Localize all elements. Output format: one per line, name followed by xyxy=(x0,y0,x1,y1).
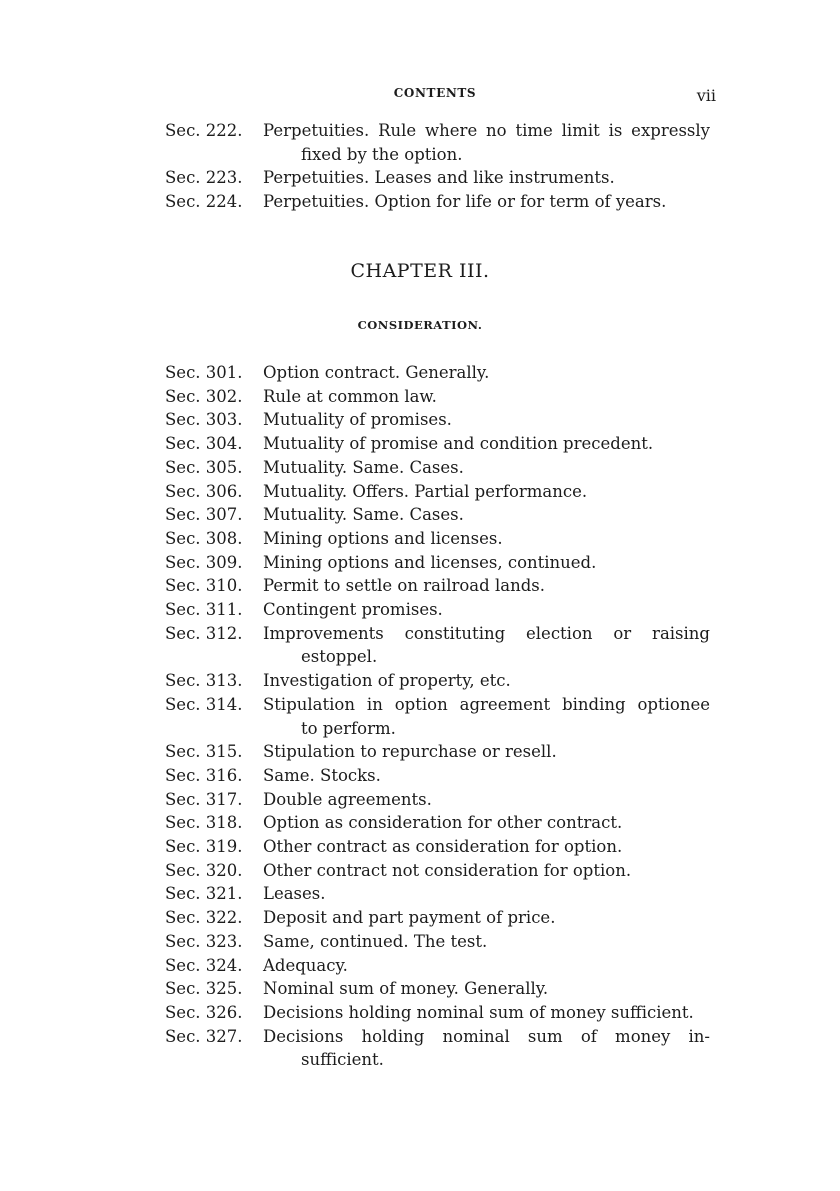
section-number: Sec. 319. xyxy=(165,837,243,857)
section-number: Sec. 310. xyxy=(165,576,243,596)
section-title xyxy=(263,622,710,669)
section-number: Sec. 318. xyxy=(165,813,243,833)
section-number: Sec. 326. xyxy=(165,1002,243,1022)
section-title-text: Mutuality. Offers. Partial performance. xyxy=(263,481,588,501)
section-title xyxy=(263,551,710,575)
toc-entry xyxy=(165,740,710,764)
section-title-text: Leases. xyxy=(263,884,326,904)
toc-entry xyxy=(165,788,710,812)
section-title-continuation: fixed by the option. xyxy=(301,144,463,164)
section-title-text: Deposit and part payment of price. xyxy=(263,908,556,928)
running-title: CONTENTS xyxy=(393,86,477,100)
section-number: Sec. 308. xyxy=(165,528,243,548)
toc-entry xyxy=(165,456,710,480)
section-title xyxy=(263,166,710,190)
section-title-text: Double agreements. xyxy=(263,789,432,809)
section-title-text: Same. Stocks. xyxy=(263,765,381,785)
toc-entry xyxy=(165,361,710,385)
section-title xyxy=(263,811,710,835)
section-title xyxy=(263,954,710,978)
section-number: Sec. 322. xyxy=(165,908,243,928)
section-title xyxy=(263,119,710,166)
section-title-continuation: sufficient. xyxy=(301,1050,384,1070)
section-title-text: Adequacy. xyxy=(263,955,348,975)
chapter-section-list xyxy=(165,361,710,1072)
section-title-text: Mutuality. Same. Cases. xyxy=(263,457,464,477)
section-title xyxy=(263,598,710,622)
section-number: Sec. 317. xyxy=(165,789,243,809)
toc-entry xyxy=(165,622,710,669)
section-title-text: Contingent promises. xyxy=(263,600,443,620)
section-number: Sec. 325. xyxy=(165,979,243,999)
section-number: Sec. 312. xyxy=(165,623,243,643)
section-number: Sec. 327. xyxy=(165,1026,243,1046)
section-number: Sec. 224. xyxy=(165,192,243,212)
toc-entry xyxy=(165,574,710,598)
section-title xyxy=(263,432,710,456)
toc-entry xyxy=(165,503,710,527)
section-number: Sec. 305. xyxy=(165,457,243,477)
toc-entry xyxy=(165,190,710,214)
section-title xyxy=(263,930,710,954)
section-number: Sec. 313. xyxy=(165,671,243,691)
section-title xyxy=(263,740,710,764)
section-number: Sec. 320. xyxy=(165,860,243,880)
section-title-text: Perpetuities. Option for life or for term of years. xyxy=(263,192,667,212)
section-number: Sec. 302. xyxy=(165,386,243,406)
section-title-text: Stipulation in option agreement binding optionee xyxy=(263,694,710,714)
section-number: Sec. 301. xyxy=(165,363,243,382)
running-head xyxy=(0,86,840,106)
section-title xyxy=(263,574,710,598)
section-title xyxy=(263,1025,710,1072)
section-number: Sec. 323. xyxy=(165,931,243,951)
page-number: vii xyxy=(696,86,716,105)
section-title-text: Permit to settle on railroad lands. xyxy=(263,576,545,596)
section-title xyxy=(263,385,710,409)
section-title-text: Rule at common law. xyxy=(263,386,437,406)
section-title xyxy=(263,788,710,812)
section-number: Sec. 303. xyxy=(165,410,243,430)
toc-entry xyxy=(165,551,710,575)
section-number: Sec. 306. xyxy=(165,481,243,501)
toc-entry xyxy=(165,385,710,409)
section-title-text: Mutuality of promises. xyxy=(263,410,452,430)
section-title xyxy=(263,361,710,385)
toc-entry xyxy=(165,835,710,859)
section-title xyxy=(263,906,710,930)
toc-entry xyxy=(165,882,710,906)
section-title-text: Stipulation to repurchase or resell. xyxy=(263,742,557,762)
toc-entry xyxy=(165,119,710,166)
toc-entry xyxy=(165,977,710,1001)
toc-entry xyxy=(165,906,710,930)
section-title-text: Investigation of property, etc. xyxy=(263,671,511,691)
toc-entry xyxy=(165,480,710,504)
section-title-text: Mining options and licenses, continued. xyxy=(263,552,597,572)
toc-entry xyxy=(165,954,710,978)
section-title-text: Decisions holding nominal sum of money sufficient. xyxy=(263,1002,694,1022)
section-title-text: Option as consideration for other contract. xyxy=(263,813,623,833)
toc-entry xyxy=(165,693,710,740)
section-number: Sec. 321. xyxy=(165,884,243,904)
toc-entry xyxy=(165,527,710,551)
section-number: Sec. 314. xyxy=(165,694,243,714)
section-title xyxy=(263,408,710,432)
section-title xyxy=(263,190,710,214)
toc-entry xyxy=(165,859,710,883)
continued-section-list xyxy=(165,119,710,214)
toc-entry xyxy=(165,1025,710,1072)
section-title xyxy=(263,859,710,883)
section-title-continuation: to perform. xyxy=(301,718,396,738)
toc-entry xyxy=(165,408,710,432)
section-title xyxy=(263,693,710,740)
section-title-text: Mutuality of promise and condition precedent. xyxy=(263,434,654,454)
toc-entry xyxy=(165,811,710,835)
section-title-text: Other contract as consideration for option. xyxy=(263,837,623,857)
toc-entry xyxy=(165,669,710,693)
section-number: Sec. 222. xyxy=(165,121,243,140)
section-title xyxy=(263,882,710,906)
section-title-text: Other contract not consideration for option. xyxy=(263,860,632,880)
section-number: Sec. 315. xyxy=(165,742,243,762)
section-title xyxy=(263,1001,710,1025)
section-title xyxy=(263,669,710,693)
section-title xyxy=(263,977,710,1001)
section-number: Sec. 307. xyxy=(165,505,243,525)
toc-entry xyxy=(165,598,710,622)
section-title xyxy=(263,835,710,859)
toc-entry xyxy=(165,1001,710,1025)
toc-entry xyxy=(165,166,710,190)
section-number: Sec. 304. xyxy=(165,434,243,454)
section-title-text: Decisions holding nominal sum of money in- xyxy=(263,1026,710,1046)
section-title xyxy=(263,764,710,788)
section-number: Sec. 223. xyxy=(165,168,243,188)
section-title-text: Perpetuities. Rule where no time limit is expressly xyxy=(263,121,710,140)
toc-entry xyxy=(165,764,710,788)
toc-entry xyxy=(165,930,710,954)
section-title-text: Perpetuities. Leases and like instruments. xyxy=(263,168,615,188)
section-number: Sec. 309. xyxy=(165,552,243,572)
section-number: Sec. 311. xyxy=(165,600,243,620)
section-title-text: Same, continued. The test. xyxy=(263,931,488,951)
chapter-heading: CHAPTER III. xyxy=(350,260,490,282)
section-number: Sec. 316. xyxy=(165,765,243,785)
section-title xyxy=(263,503,710,527)
section-number: Sec. 324. xyxy=(165,955,243,975)
toc-entry xyxy=(165,432,710,456)
section-title-text: Nominal sum of money. Generally. xyxy=(263,979,549,999)
section-title xyxy=(263,527,710,551)
section-title-continuation: estoppel. xyxy=(301,647,378,667)
section-title-text: Option contract. Generally. xyxy=(263,363,490,382)
section-title-text: Improvements constituting election or raising xyxy=(263,623,710,643)
section-title-text: Mining options and licenses. xyxy=(263,528,503,548)
section-title xyxy=(263,456,710,480)
section-title-text: Mutuality. Same. Cases. xyxy=(263,505,464,525)
section-title xyxy=(263,480,710,504)
chapter-subheading: CONSIDERATION. xyxy=(357,318,483,332)
